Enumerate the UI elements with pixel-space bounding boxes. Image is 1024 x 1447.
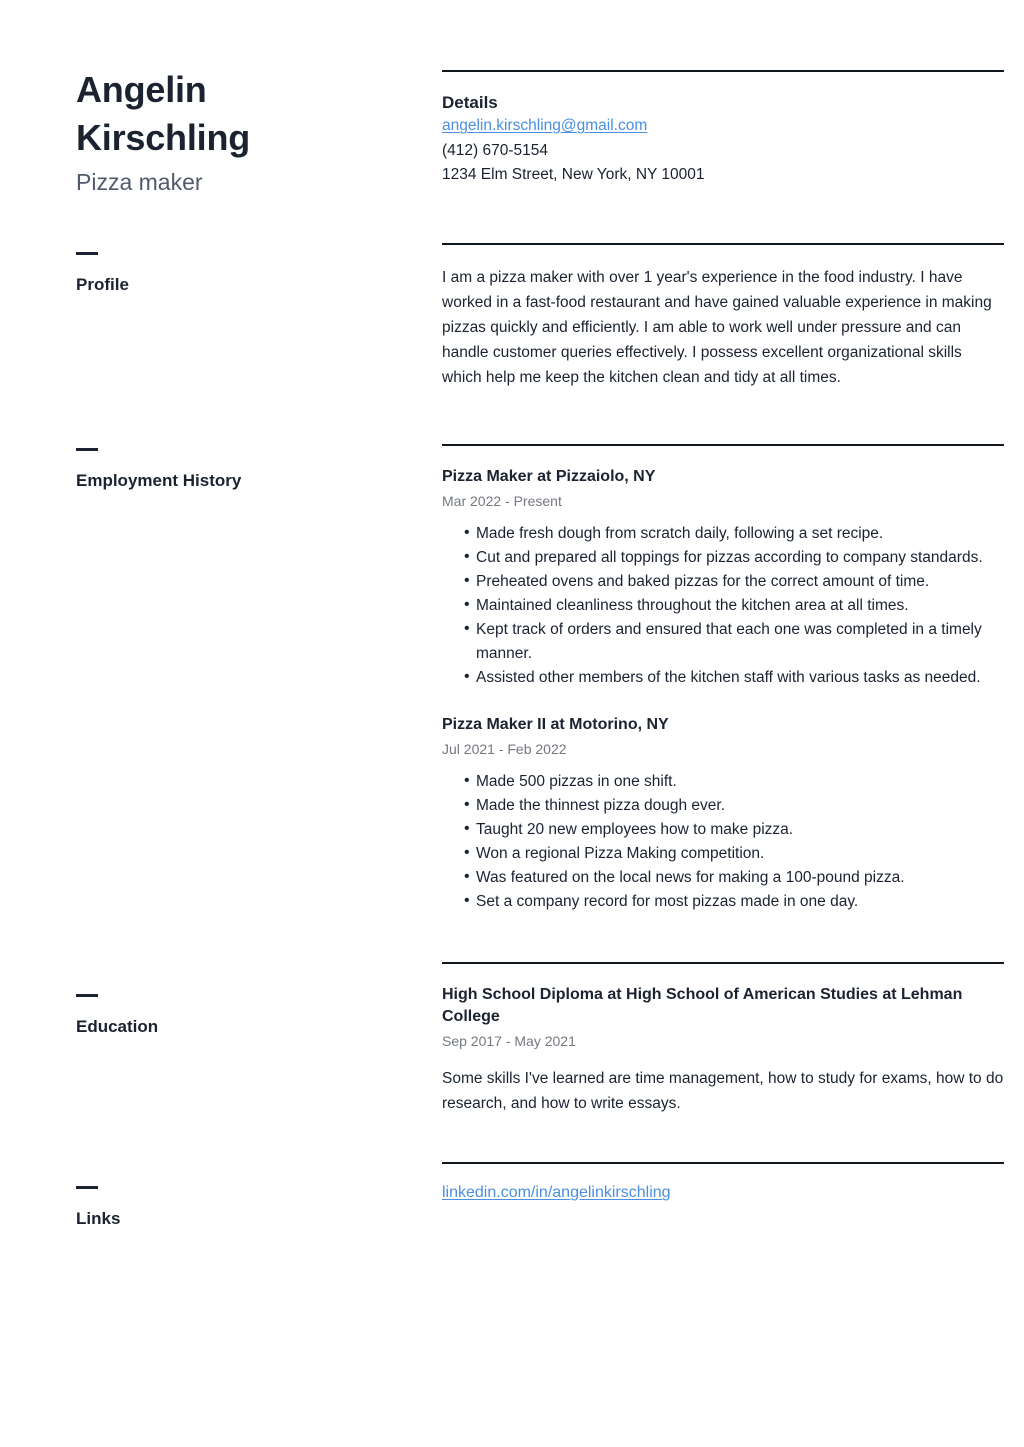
- dash-marker-icon: [76, 1186, 98, 1189]
- education-entry-date: Sep 2017 - May 2021: [442, 1033, 576, 1050]
- details-email-row: [442, 114, 1004, 138]
- section-divider: [442, 70, 1004, 72]
- header-job-title: Pizza maker: [76, 168, 203, 195]
- section-divider: [442, 444, 1004, 446]
- dash-marker-icon: [76, 448, 98, 451]
- sidebar-item-label: Education: [76, 1017, 159, 1037]
- section-education: [442, 962, 1004, 1117]
- sidebar-item-label: Links: [76, 1208, 121, 1228]
- section-profile: [442, 243, 1004, 391]
- employment-entry-bullets: [442, 522, 1004, 690]
- resume-sidebar: [76, 62, 402, 1229]
- sidebar-item-employment-history: [76, 448, 402, 491]
- list-item: • Won a regional Pizza Making competition.: [442, 842, 1004, 866]
- employment-entry-date: Mar 2022 - Present: [442, 492, 562, 509]
- list-item: • Set a company record for most pizzas made in one day.: [442, 890, 1004, 914]
- list-item: • Was featured on the local news for making a 100-pound pizza.: [442, 866, 1004, 890]
- details-heading: Details: [442, 93, 498, 112]
- employment-entry: [442, 714, 1004, 914]
- list-item: • Assisted other members of the kitchen staff with various tasks as needed.: [442, 666, 1004, 690]
- section-links: [442, 1162, 1004, 1202]
- education-entry-note: Some skills I've learned are time management, how to study for exams, how to do research, and how to write essays.: [442, 1070, 1004, 1113]
- employment-entry-bullets: [442, 770, 1004, 914]
- education-entry: [442, 984, 1004, 1117]
- employment-entry-title: Pizza Maker at Pizzaiolo, NY: [442, 468, 656, 486]
- section-divider: [442, 962, 1004, 964]
- details-phone: (412) 670-5154: [442, 141, 548, 159]
- dash-marker-icon: [76, 994, 98, 997]
- list-item: • Taught 20 new employees how to make pizza.: [442, 818, 1004, 842]
- dash-marker-icon: [76, 252, 98, 255]
- list-item: • Made fresh dough from scratch daily, following a set recipe.: [442, 522, 1004, 546]
- header-name-block: [76, 66, 402, 198]
- employment-entry: [442, 466, 1004, 690]
- list-item: • Cut and prepared all toppings for pizzas according to company standards.: [442, 546, 1004, 570]
- section-divider: [442, 243, 1004, 245]
- list-item: • Maintained cleanliness throughout the kitchen area at all times.: [442, 594, 1004, 618]
- list-item: • Kept track of orders and ensured that each one was completed in a timely manner.: [442, 618, 1004, 666]
- education-entry-title: High School Diploma at High School of American Studies at Lehman College: [442, 985, 963, 1026]
- linkedin-link[interactable]: linkedin.com/in/angelinkirschling: [442, 1184, 671, 1202]
- sidebar-item-profile: [76, 252, 402, 295]
- employment-entry-date: Jul 2021 - Feb 2022: [442, 740, 567, 757]
- profile-text: I am a pizza maker with over 1 year's experience in the food industry. I have worked in a fast-food restaurant and have gained valuable experience in making pizzas quickly and efficiently. I am able to work well under pressure and can handle customer queries effectively. I possess excellent organizational skills which help me keep the kitchen clean and tidy at all times.: [442, 268, 992, 386]
- sidebar-item-label: Employment History: [76, 471, 242, 491]
- section-details: [442, 70, 1004, 188]
- section-employment-history: [442, 444, 1004, 914]
- sidebar-item-links: [76, 1186, 402, 1229]
- sidebar-item-education: [76, 994, 402, 1037]
- list-item: • Made the thinnest pizza dough ever.: [442, 794, 1004, 818]
- resume-main: [442, 62, 1004, 1229]
- employment-entry-title: Pizza Maker II at Motorino, NY: [442, 715, 669, 733]
- details-address: 1234 Elm Street, New York, NY 10001: [442, 166, 705, 184]
- links-row: [442, 1184, 1004, 1202]
- email-link[interactable]: angelin.kirschling@gmail.com: [442, 117, 648, 135]
- list-item: • Made 500 pizzas in one shift.: [442, 770, 1004, 794]
- section-divider: [442, 1162, 1004, 1164]
- list-item: • Preheated ovens and baked pizzas for the correct amount of time.: [442, 570, 1004, 594]
- sidebar-item-label: Profile: [76, 274, 129, 294]
- page-title: Angelin Kirschling: [76, 69, 251, 158]
